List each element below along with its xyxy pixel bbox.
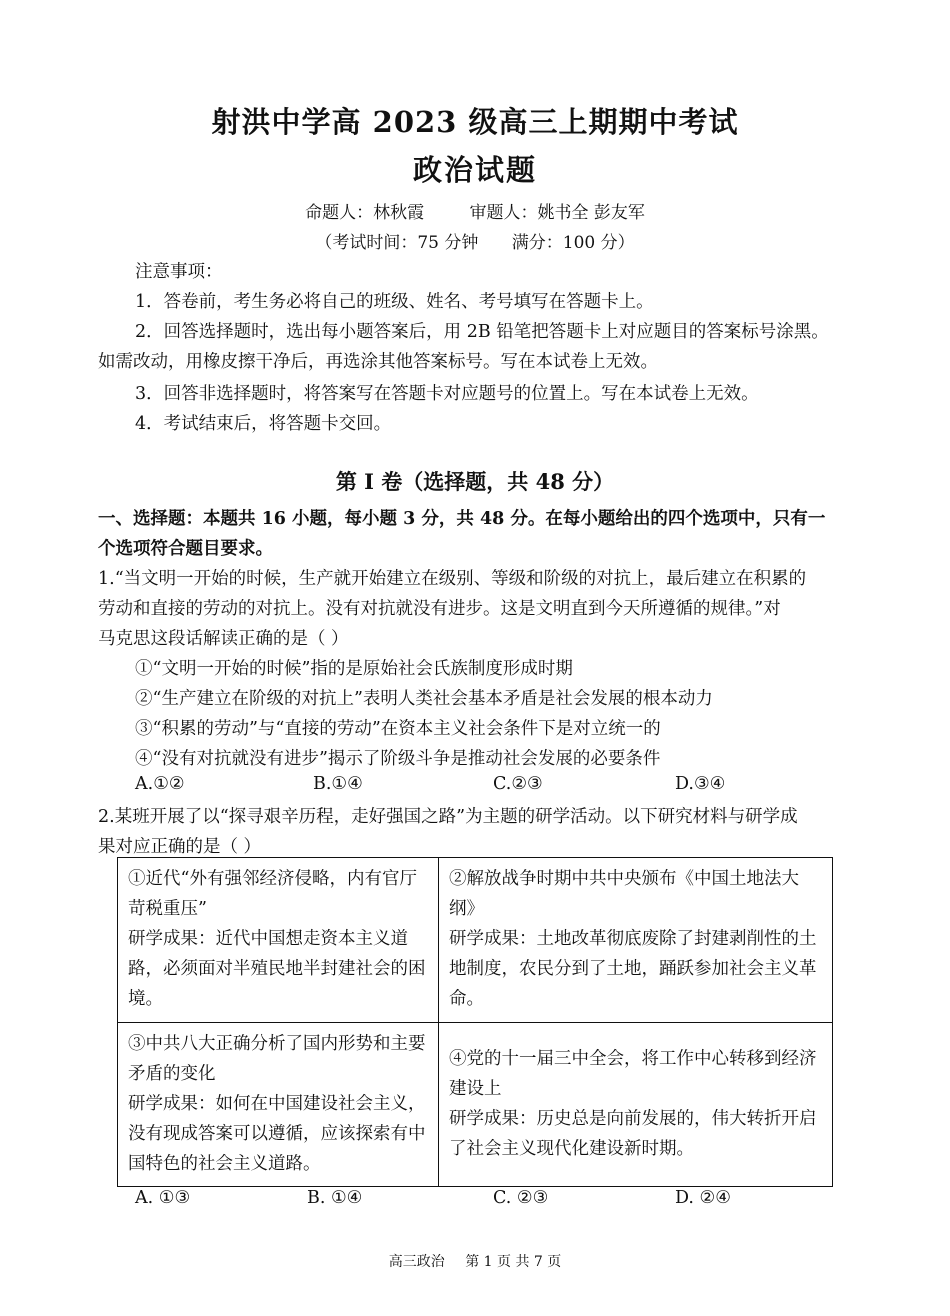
author: 命题人：林秋霞 — [305, 203, 425, 223]
question-2-table — [117, 857, 833, 1187]
section-title: 第 I 卷（选择题，共 48 分） — [335, 469, 615, 494]
question-1-choices — [135, 774, 775, 798]
choice-a: A.①② — [135, 774, 185, 794]
note-item: 如需改动，用橡皮擦干净后，再选涂其他答案标号。写在本试卷上无效。 — [98, 352, 658, 372]
question-2-stem: 2.某班开展了以“探寻艰辛历程，走好强国之路”为主题的研学活动。以下研究材料与研学成 — [98, 807, 798, 827]
choice-b: B. ①④ — [307, 1188, 363, 1208]
question-2-choices — [135, 1188, 775, 1212]
table-cell — [118, 1022, 439, 1187]
page-footer — [0, 1251, 950, 1271]
choice-c: C. ②③ — [493, 1188, 549, 1208]
choice-a: A. ①③ — [135, 1188, 191, 1208]
cell-text: ②解放战争时期中共中央颁布《中国土地法大纲》 研学成果：土地改革彻底废除了封建剥削性的土地制度，农民分到了土地，踊跃参加社会主义革命。 — [449, 869, 817, 1009]
exam-title: 射洪中学高 2023 级高三上期期中考试 — [211, 105, 739, 139]
question-1-option: ③“积累的劳动”与“直接的劳动”在资本主义社会条件下是对立统一的 — [135, 719, 661, 739]
reviewer: 审题人：姚书全 彭友军 — [469, 203, 645, 223]
footer-subject: 高三政治 — [388, 1254, 445, 1270]
note-item: 2．回答选择题时，选出每小题答案后，用 2B 铅笔把答题卡上对应题目的答案标号涂黑。 — [135, 322, 829, 342]
footer-page-number: 第 1 页 共 7 页 — [465, 1254, 562, 1270]
cell-text: ①近代“外有强邻经济侵略，内有官厅苛税重压” 研学成果：近代中国想走资本主义道路，必须面对半殖民地半封建社会的困境。 — [128, 869, 426, 1009]
exam-time: （考试时间：75 分钟 — [315, 233, 479, 253]
cell-text: ③中共八大正确分析了国内形势和主要矛盾的变化 研学成果：如何在中国建设社会主义，没有现成答案可以遵循，应该探索有中国特色的社会主义道路。 — [128, 1033, 426, 1174]
question-1-option: ①“文明一开始的时候”指的是原始社会氏族制度形成时期 — [135, 659, 573, 679]
note-item: 3．回答非选择题时，将答案写在答题卡对应题号的位置上。写在本试卷上无效。 — [135, 384, 759, 404]
question-1-stem: 劳动和直接的劳动的对抗上。没有对抗就没有进步。这是文明直到今天所遵循的规律。”对 — [98, 599, 781, 619]
section-instructions: 个选项符合题目要求。 — [98, 539, 273, 559]
section-instructions: 一、选择题：本题共 16 小题，每小题 3 分，共 48 分。在每小题给出的四个选项中，只有一 — [98, 509, 826, 529]
question-1-option: ②“生产建立在阶级的对抗上”表明人类社会基本矛盾是社会发展的根本动力 — [135, 689, 713, 709]
note-item: 1．答卷前，考生务必将自己的班级、姓名、考号填写在答题卡上。 — [135, 292, 654, 312]
choice-d: D. ②④ — [675, 1188, 731, 1208]
exam-score: 满分：100 分） — [511, 233, 635, 253]
question-1-option: ④“没有对抗就没有进步”揭示了阶级斗争是推动社会发展的必要条件 — [135, 749, 661, 769]
question-1-stem: 马克思这段话解读正确的是（ ） — [98, 629, 349, 649]
note-item: 4．考试结束后，将答题卡交回。 — [135, 414, 392, 434]
question-1-stem: 1.“当文明一开始的时候，生产就开始建立在级别、等级和阶级的对抗上，最后建立在积累的 — [98, 569, 807, 589]
table-cell — [439, 1022, 833, 1187]
subject-title: 政治试题 — [412, 153, 537, 187]
exam-info — [0, 228, 950, 253]
choice-d: D.③④ — [675, 774, 726, 794]
question-2-stem: 果对应正确的是（ ） — [98, 837, 262, 857]
notes-title: 注意事项： — [135, 262, 223, 282]
choice-b: B.①④ — [313, 774, 363, 794]
authors-line — [0, 198, 950, 223]
table-cell — [439, 858, 833, 1023]
table-cell — [118, 858, 439, 1023]
cell-text: ④党的十一届三中全会，将工作中心转移到经济建设上 研学成果：历史总是向前发展的，伟大转折开启了社会主义现代化建设新时期。 — [449, 1049, 817, 1160]
choice-c: C.②③ — [493, 774, 543, 794]
